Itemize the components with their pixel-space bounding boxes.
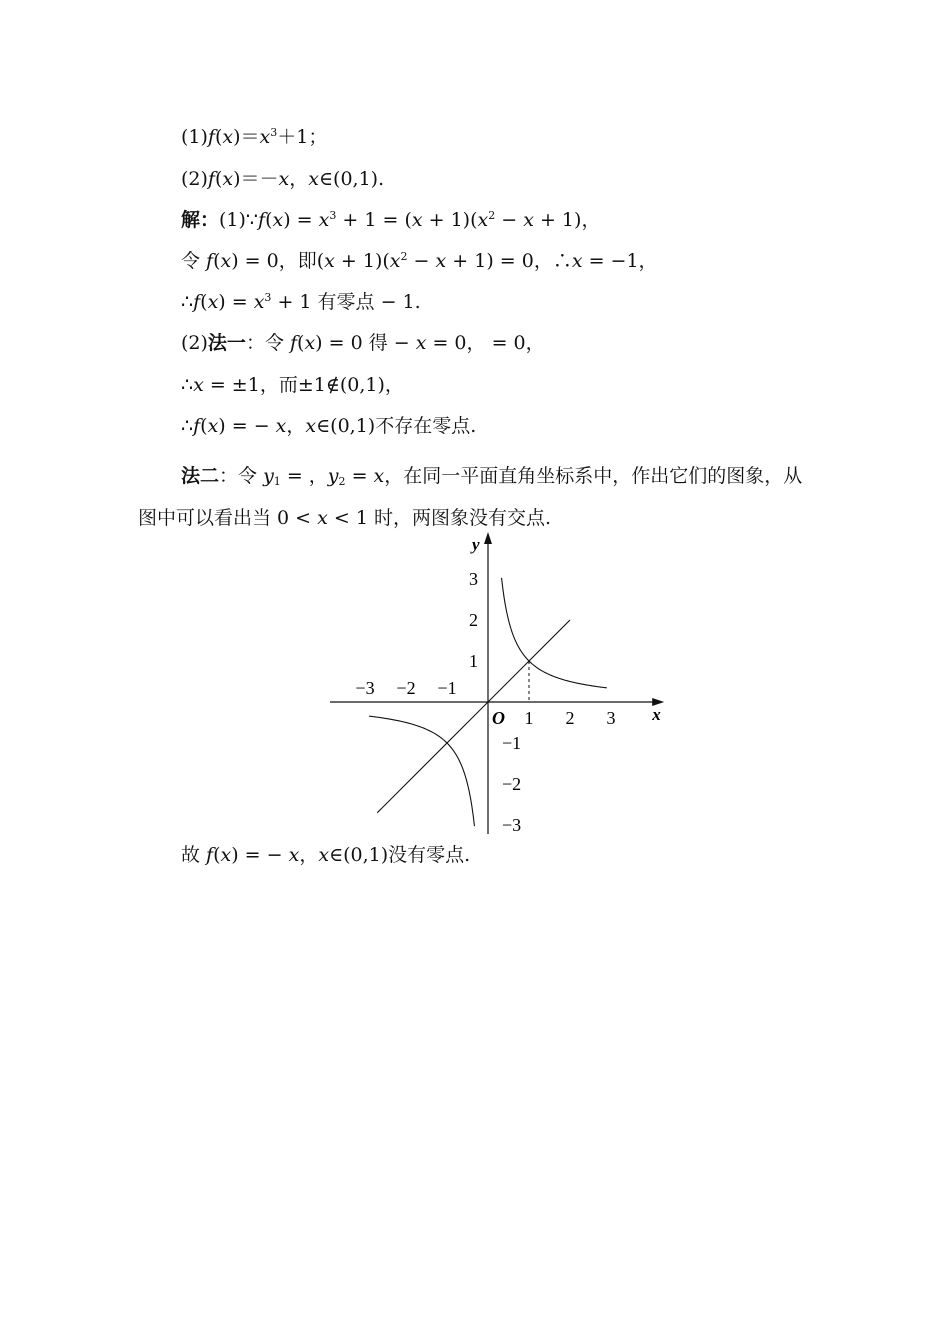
text: x bbox=[305, 415, 317, 437]
text: x bbox=[220, 250, 232, 272]
text: x bbox=[411, 209, 423, 231]
line-3 bbox=[181, 207, 600, 233]
x-tick-label: −2 bbox=[396, 678, 416, 698]
text: x bbox=[275, 415, 287, 437]
text: y bbox=[327, 465, 339, 487]
text: x bbox=[318, 844, 330, 866]
text: ( bbox=[214, 126, 223, 148]
text: x bbox=[373, 465, 385, 487]
x-tick-label: −3 bbox=[355, 678, 375, 698]
text: ：令 bbox=[219, 465, 264, 487]
solution-label: 解： bbox=[181, 209, 220, 231]
text: (1) bbox=[181, 126, 208, 148]
text: ∴ bbox=[181, 374, 194, 396]
text: x bbox=[389, 250, 401, 272]
text: ∈(0,1). bbox=[318, 168, 385, 190]
hyperbola-right-branch bbox=[502, 578, 607, 688]
text: + 1 有零点 − 1. bbox=[271, 291, 421, 313]
text: ， bbox=[286, 415, 306, 437]
subscript: 2 bbox=[338, 475, 346, 488]
text: x bbox=[308, 168, 319, 190]
paragraph bbox=[138, 465, 802, 529]
text: f bbox=[206, 844, 214, 866]
text: 令 bbox=[181, 250, 207, 272]
superscript: 2 bbox=[488, 209, 496, 222]
text: x bbox=[435, 250, 447, 272]
x-tick-label: 1 bbox=[524, 708, 534, 728]
text: ( bbox=[200, 415, 208, 437]
text: f bbox=[207, 126, 215, 148]
line-1 bbox=[181, 124, 327, 150]
text: y bbox=[263, 465, 274, 487]
x-tick-label: −1 bbox=[437, 678, 457, 698]
x-tick-label: 3 bbox=[606, 708, 616, 728]
y-tick-label: −1 bbox=[502, 733, 522, 753]
superscript: 3 bbox=[264, 291, 272, 304]
text: )＝ bbox=[233, 126, 260, 148]
text: + 1)( bbox=[334, 250, 390, 272]
text: ∈(0,1)不存在零点. bbox=[316, 415, 477, 437]
line-5 bbox=[181, 289, 421, 315]
text: x bbox=[222, 168, 234, 190]
method-two-label: 法二 bbox=[181, 465, 220, 487]
text: = −1， bbox=[582, 250, 658, 272]
text: x bbox=[207, 415, 219, 437]
text: x bbox=[222, 126, 234, 148]
text: ：令 bbox=[245, 332, 290, 354]
y-tick-label: 2 bbox=[469, 610, 478, 630]
text: ) = 0，即( bbox=[231, 250, 325, 272]
text: x bbox=[207, 291, 219, 313]
text: f bbox=[289, 332, 298, 354]
text: + 1)( bbox=[422, 209, 478, 231]
line-y-equals-x bbox=[377, 620, 570, 813]
text: x bbox=[253, 291, 265, 313]
origin-label: O bbox=[492, 708, 505, 728]
line-10 bbox=[181, 842, 470, 868]
text: ) = − bbox=[218, 415, 276, 437]
line-7 bbox=[181, 372, 404, 398]
text: + 1) = 0，∴ bbox=[446, 250, 572, 272]
text: + 1)， bbox=[533, 209, 601, 231]
text: + 1 = ( bbox=[336, 209, 412, 231]
text: = 0， = 0， bbox=[426, 332, 545, 354]
text: 故 bbox=[181, 844, 207, 866]
x-axis-label: x bbox=[652, 705, 661, 724]
line-4 bbox=[181, 248, 658, 274]
text: ＋1； bbox=[277, 126, 328, 148]
y-tick-label: 1 bbox=[469, 651, 478, 671]
text: (2) bbox=[181, 332, 208, 354]
text: − bbox=[407, 250, 436, 272]
text: f bbox=[193, 415, 201, 437]
text: (1)∵ bbox=[219, 209, 259, 231]
function-graph bbox=[320, 532, 670, 842]
text: < 1 时，两图象没有交点. bbox=[327, 507, 552, 529]
text: ) = bbox=[283, 209, 319, 231]
text: x bbox=[304, 332, 316, 354]
text: x bbox=[571, 250, 583, 272]
text: x bbox=[324, 250, 335, 272]
text: = bbox=[345, 465, 374, 487]
text: x bbox=[317, 507, 328, 529]
text: (2) bbox=[181, 168, 208, 190]
line-8 bbox=[181, 413, 476, 439]
text: ) = − bbox=[231, 844, 289, 866]
y-tick-label: −3 bbox=[502, 815, 522, 835]
line-2 bbox=[181, 166, 384, 192]
text: f bbox=[193, 291, 201, 313]
text: ，在同一平面直角坐标系中，作出它们的图象，从图中可以看出当 0 < bbox=[138, 465, 803, 529]
line-9 bbox=[138, 455, 818, 539]
text: x bbox=[278, 168, 290, 190]
hyperbola-left-branch bbox=[369, 716, 474, 826]
text: x bbox=[477, 209, 489, 231]
y-axis-arrow bbox=[484, 532, 492, 544]
text: − bbox=[495, 209, 524, 231]
text: f bbox=[258, 209, 266, 231]
text: ) = 0 得 − bbox=[315, 332, 416, 354]
text: ， bbox=[289, 168, 309, 190]
superscript: 2 bbox=[400, 250, 408, 263]
text: x bbox=[288, 844, 300, 866]
text: ∴ bbox=[181, 291, 194, 313]
text: x bbox=[415, 332, 427, 354]
superscript: 3 bbox=[270, 126, 278, 139]
text: x bbox=[193, 374, 204, 396]
text: f bbox=[207, 168, 215, 190]
text: x bbox=[272, 209, 284, 231]
text: )＝－ bbox=[233, 168, 279, 190]
text: x bbox=[318, 209, 330, 231]
text: ， bbox=[299, 844, 319, 866]
text: f bbox=[206, 250, 214, 272]
y-tick-label: −2 bbox=[502, 774, 522, 794]
text: = ±1，而±1∉(0,1)， bbox=[203, 374, 404, 396]
text: ∴ bbox=[181, 415, 194, 437]
text: ( bbox=[297, 332, 305, 354]
y-tick-label: 3 bbox=[469, 569, 478, 589]
text: ( bbox=[265, 209, 273, 231]
text: ) = bbox=[218, 291, 254, 313]
text: ( bbox=[200, 291, 208, 313]
text: x bbox=[259, 126, 271, 148]
text: ( bbox=[213, 250, 221, 272]
text: x bbox=[523, 209, 534, 231]
text: ( bbox=[214, 168, 223, 190]
superscript: 3 bbox=[329, 209, 337, 222]
text: = ， bbox=[280, 465, 328, 487]
text: ( bbox=[213, 844, 221, 866]
method-one-label: 法一 bbox=[207, 332, 246, 354]
y-axis-label: y bbox=[472, 535, 480, 554]
text: x bbox=[220, 844, 232, 866]
x-tick-label: 2 bbox=[565, 708, 575, 728]
text: ∈(0,1)没有零点. bbox=[329, 844, 471, 866]
subscript: 1 bbox=[273, 475, 281, 488]
line-6 bbox=[181, 330, 545, 356]
